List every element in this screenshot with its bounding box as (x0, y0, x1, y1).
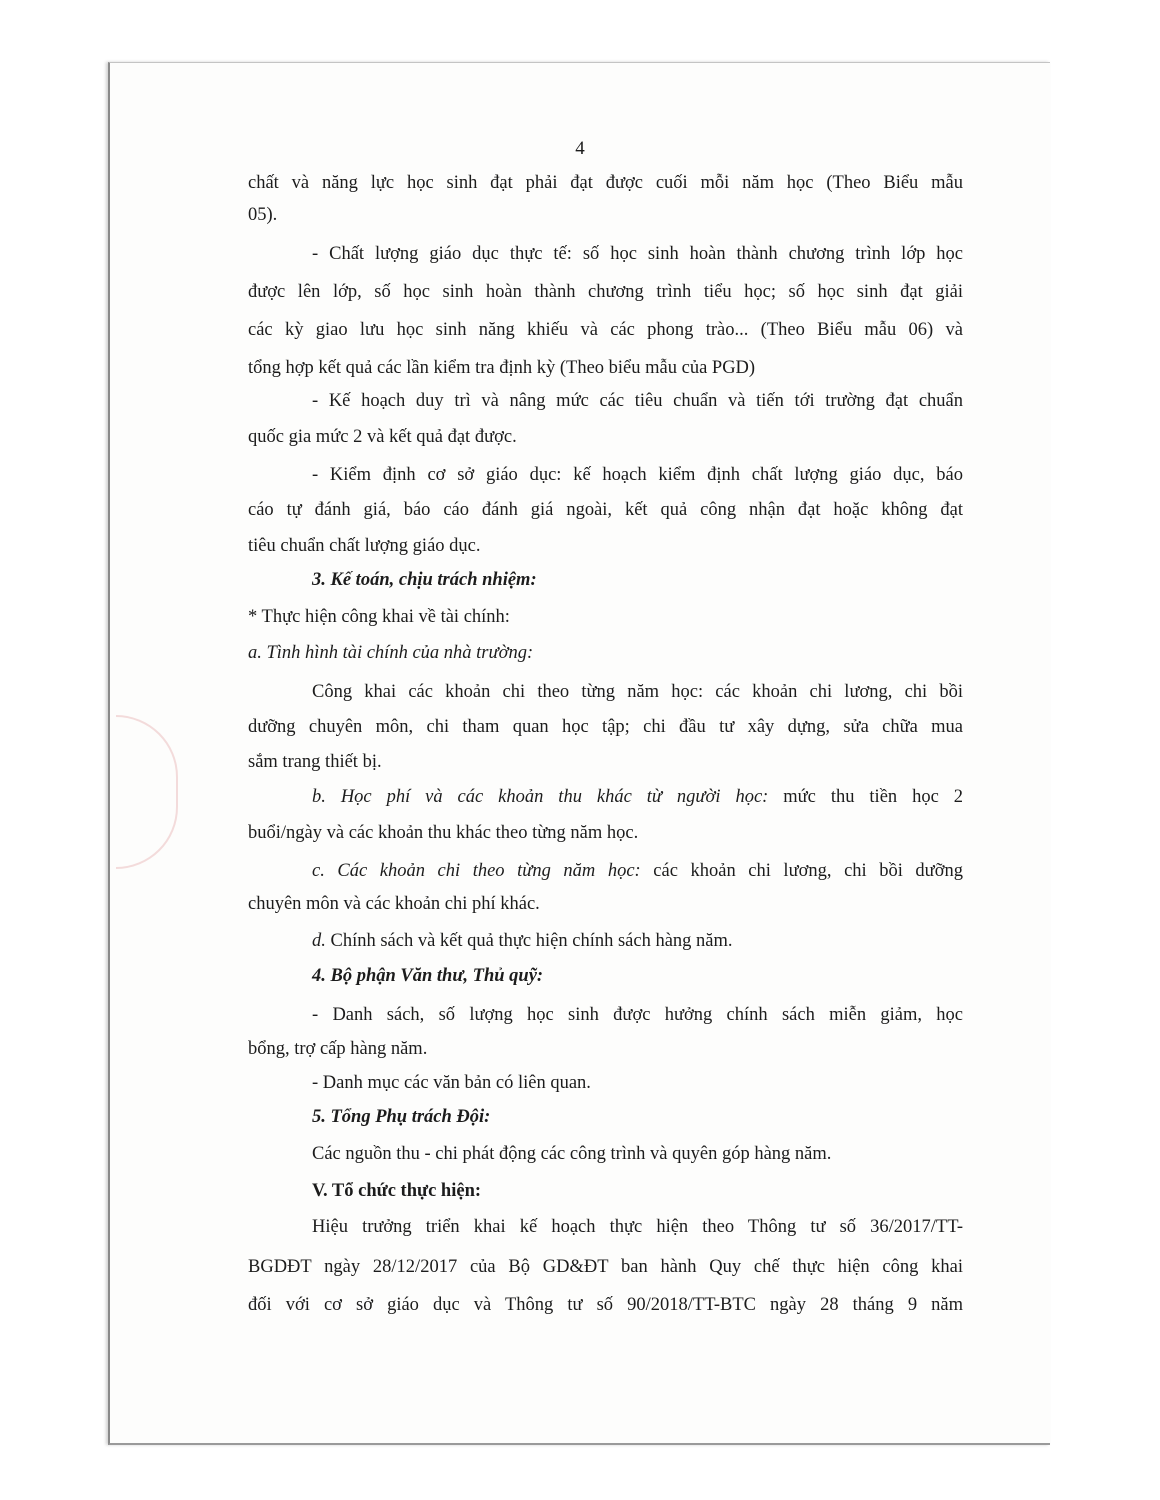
text-line: chuyên môn và các khoản chi phí khác. (248, 894, 540, 914)
text-line: các kỳ giao lưu học sinh năng khiếu và các phong trào... (Theo Biểu mẫu 06) và (248, 320, 963, 340)
section-heading-implementation: V. Tổ chức thực hiện: (312, 1181, 482, 1201)
text-line: dưỡng chuyên môn, chi tham quan học tập; chi đầu tư xây dựng, sửa chữa mua (248, 717, 963, 737)
text-line: Công khai các khoản chi theo từng năm học: các khoản chi lương, chi bồi (312, 682, 963, 702)
text-line: bổng, trợ cấp hàng năm. (248, 1039, 428, 1059)
text-line: Các nguồn thu - chi phát động các công trình và quyên góp hàng năm. (312, 1144, 832, 1164)
text-line: Hiệu trưởng triển khai kế hoạch thực hiện theo Thông tư số 36/2017/TT- (312, 1217, 963, 1237)
text-line: BGDĐT ngày 28/12/2017 của Bộ GD&ĐT ban hành Quy chế thực hiện công khai (248, 1257, 963, 1277)
text-line: sắm trang thiết bị. (248, 752, 382, 772)
text-line: buổi/ngày và các khoản thu khác theo từng năm học. (248, 823, 639, 843)
text-line: tổng hợp kết quả các lần kiểm tra định kỳ (Theo biểu mẫu của PGD) (248, 358, 756, 378)
section-heading-clerical: 4. Bộ phận Văn thư, Thủ quỹ: (312, 966, 544, 986)
text-line: quốc gia mức 2 và kết quả đạt được. (248, 427, 517, 447)
text-line: * Thực hiện công khai về tài chính: (248, 607, 510, 627)
text-line: 05). (248, 205, 278, 225)
text-line (312, 859, 963, 883)
subheading: c. Các khoản chi theo từng năm học: (312, 861, 641, 881)
text-line: cáo tự đánh giá, báo cáo đánh giá ngoài, kết quả công nhận đạt hoặc không đạt (248, 500, 963, 520)
subheading: b. Học phí và các khoản thu khác từ người học: (312, 787, 769, 807)
text-line: - Kiểm định cơ sở giáo dục: kế hoạch kiểm định chất lượng giáo dục, báo (312, 465, 963, 485)
subheading: a. Tình hình tài chính của nhà trường: (248, 643, 534, 663)
text-line (312, 929, 963, 953)
text-line: được lên lớp, số học sinh hoàn thành chương trình tiểu học; số học sinh đạt giải (248, 282, 963, 302)
subheading: d. (312, 931, 326, 951)
text-line: - Kế hoạch duy trì và nâng mức các tiêu chuẩn và tiến tới trường đạt chuẩn (312, 391, 963, 411)
text-line: - Chất lượng giáo dục thực tế: số học sinh hoàn thành chương trình lớp học (312, 244, 963, 264)
text-span: các khoản chi lương, chi bồi dưỡng (640, 861, 963, 881)
text-line: tiêu chuẩn chất lượng giáo dục. (248, 536, 481, 556)
text-span: mức thu tiền học 2 (768, 787, 963, 807)
section-heading-accounting: 3. Kế toán, chịu trách nhiệm: (312, 570, 537, 590)
text-span: Chính sách và kết quả thực hiện chính sách hàng năm. (325, 931, 733, 951)
text-line: - Danh mục các văn bản có liên quan. (312, 1073, 591, 1093)
text-line: - Danh sách, số lượng học sinh được hưởng chính sách miễn giảm, học (312, 1005, 963, 1025)
text-line: chất và năng lực học sinh đạt phải đạt được cuối mỗi năm học (Theo Biểu mẫu (248, 173, 963, 193)
text-line (312, 785, 963, 809)
section-heading-team-leader: 5. Tổng Phụ trách Đội: (312, 1107, 491, 1127)
page-number: 4 (575, 138, 585, 159)
text-line: đối với cơ sở giáo dục và Thông tư số 90/2018/TT-BTC ngày 28 tháng 9 năm (248, 1295, 963, 1315)
